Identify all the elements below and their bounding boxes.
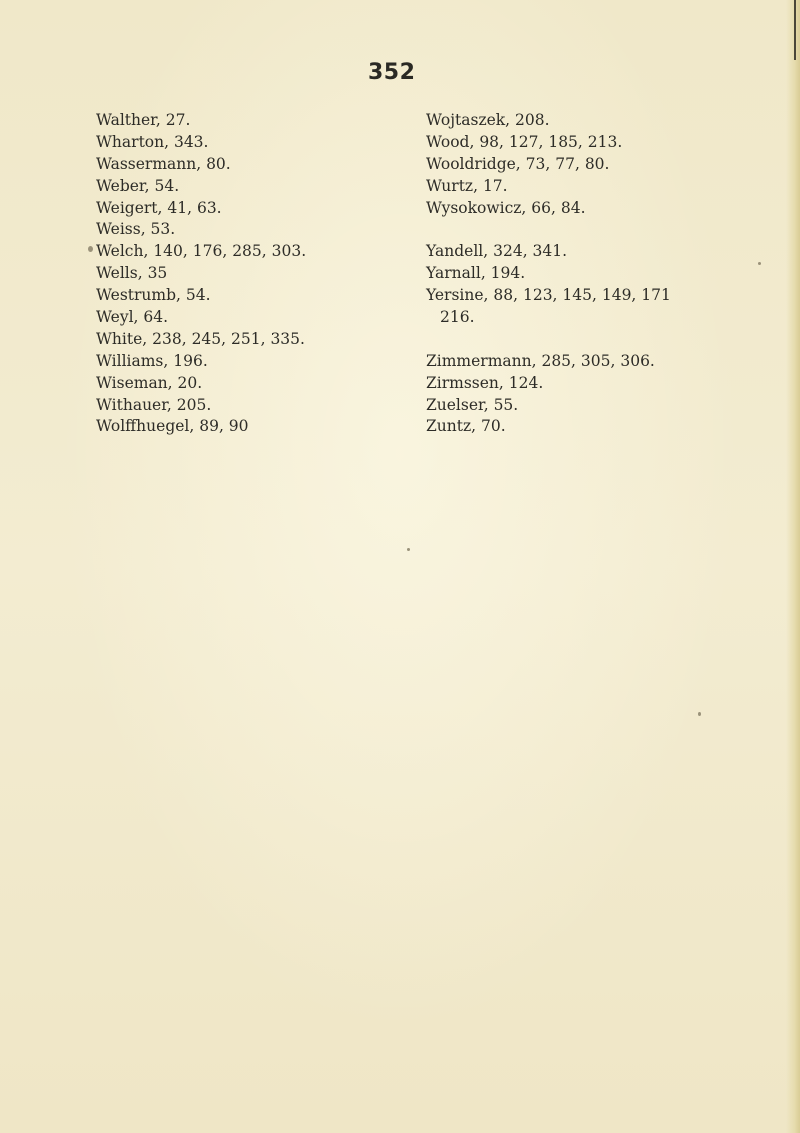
index-entry: Williams, 196. bbox=[96, 351, 208, 370]
group-spacer bbox=[426, 329, 786, 351]
index-entry: Wells, 35 bbox=[96, 264, 168, 283]
page-number: 352 bbox=[368, 60, 416, 85]
index-entry: Withauer, 205. bbox=[96, 395, 212, 414]
index-entry: Zimmermann, 285, 305, 306. bbox=[426, 351, 655, 370]
index-entry: Yandell, 324, 341. bbox=[426, 242, 568, 261]
index-entry: Wysokowicz, 66, 84. bbox=[426, 198, 586, 217]
ink-speck bbox=[698, 712, 701, 716]
index-entry: Wassermann, 80. bbox=[96, 154, 231, 173]
index-entry: Wolffhuegel, 89, 90 bbox=[96, 417, 249, 436]
index-entry: Weyl, 64. bbox=[96, 308, 169, 327]
index-entry: Weiss, 53. bbox=[96, 220, 176, 239]
index-entry: Zuntz, 70. bbox=[426, 417, 506, 436]
index-entry: Zirmssen, 124. bbox=[426, 373, 544, 392]
index-entry: Wharton, 343. bbox=[96, 132, 209, 151]
index-entry: Wood, 98, 127, 185, 213. bbox=[426, 132, 623, 151]
binding-mark bbox=[794, 0, 796, 60]
index-entry: Wojtaszek, 208. bbox=[426, 111, 550, 129]
index-entry: Wurtz, 17. bbox=[426, 176, 508, 195]
index-column-right bbox=[426, 110, 786, 438]
index-column-left bbox=[96, 110, 396, 438]
index-entry: Welch, 140, 176, 285, 303. bbox=[96, 242, 307, 261]
index-entry: Wooldridge, 73, 77, 80. bbox=[426, 154, 610, 173]
index-entry: Walther, 27. bbox=[96, 111, 191, 129]
index-entry-continuation: 216. bbox=[440, 308, 475, 327]
index-entry: Wiseman, 20. bbox=[96, 373, 203, 392]
index-entry: Weigert, 41, 63. bbox=[96, 198, 222, 217]
index-entry: White, 238, 245, 251, 335. bbox=[96, 329, 305, 348]
group-spacer bbox=[426, 219, 786, 241]
index-entry: Yarnall, 194. bbox=[426, 264, 526, 283]
index-entry: Yersine, 88, 123, 145, 149, 171 bbox=[426, 286, 671, 305]
index-entry: Weber, 54. bbox=[96, 176, 180, 195]
ink-speck bbox=[88, 246, 93, 252]
index-entry: Westrumb, 54. bbox=[96, 286, 211, 305]
page-edge-shadow bbox=[786, 0, 800, 1133]
ink-speck bbox=[407, 548, 410, 551]
index-entry: Zuelser, 55. bbox=[426, 395, 519, 414]
